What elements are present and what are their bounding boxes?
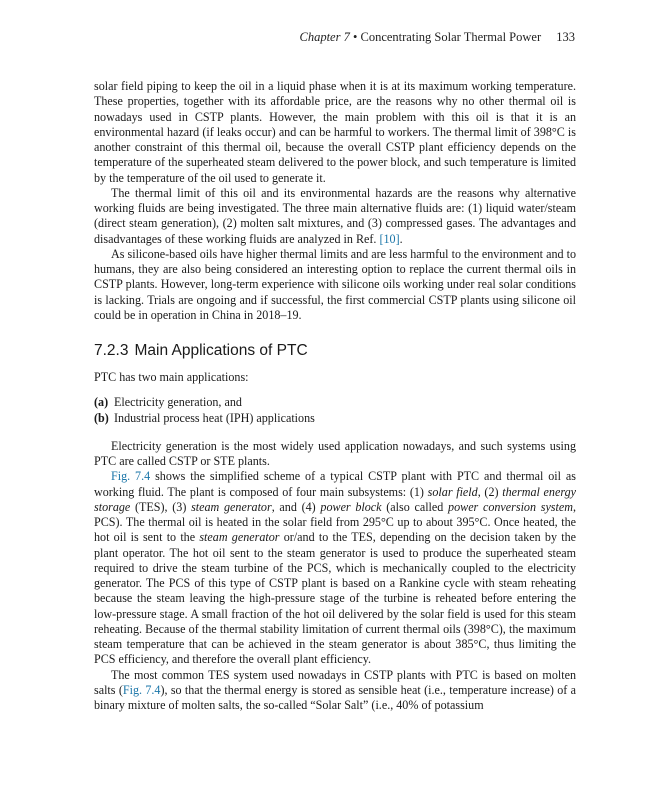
- emphasis: power block: [320, 499, 382, 514]
- text-run: (also called: [381, 499, 449, 514]
- section-title: Main Applications of PTC: [134, 342, 308, 359]
- text-run: The most common TES system used nowadays in CSTP plants with PTC is based on molten salts (: [94, 667, 576, 697]
- emphasis: steam generator: [191, 499, 272, 514]
- paragraph-text: The thermal limit of this oil and its environmental hazards are the reasons why alternative working fluids are being investigated. The three main alternative fluids are: (1) liquid water/steam (direct steam generation), (2) molten salt mixtures, and (3) compressed gases. The advantages and disadvantages of these working fluids are analyzed in Ref.: [94, 185, 576, 246]
- chapter-label: Chapter 7: [299, 30, 350, 44]
- list-text: Electricity generation, and: [114, 395, 242, 410]
- paragraph-tes: [94, 668, 576, 714]
- paragraph-end: .: [399, 231, 403, 246]
- text-run: , and (4): [271, 499, 321, 514]
- list-marker: (a): [94, 395, 109, 410]
- list-item: [94, 395, 576, 410]
- page-body: [94, 79, 576, 713]
- emphasis: solar field: [427, 484, 478, 499]
- emphasis: power conversion system: [448, 499, 573, 514]
- list-item: [94, 411, 576, 426]
- chapter-title: Concentrating Solar Thermal Power: [360, 30, 542, 44]
- page-number: 133: [556, 30, 575, 44]
- paragraph-continued: solar field piping to keep the oil in a liquid phase when it is at its maximum working temperature. These properties, together with its affordable price, are the reasons why no other thermal oil is nowadays used in CSTP plants. However, the main problem with this oil is that it is an environmental hazard (if leaks occur) and can be harmful to workers. The thermal limit of 398°C is another constraint of this thermal oil, because the overall CSTP plant efficiency depends on the temperature of the superheated steam delivered to the power block, and such temperature is limited by the temperature of the oil used to generate it.: [94, 79, 576, 185]
- paragraph-alternative-fluids: [94, 186, 576, 247]
- text-run: , (2): [477, 484, 503, 499]
- figure-link[interactable]: Fig. 7.4: [111, 469, 151, 484]
- figure-link[interactable]: Fig. 7.4: [122, 682, 161, 697]
- applications-list: [94, 395, 576, 426]
- reference-link[interactable]: [10]: [379, 231, 400, 246]
- text-run: or/and to the TES, depending on the decision taken by the plant operator. The hot oil sent to the steam generator is used to produce the superheated steam required to drive the steam turbine of the PCS, which is mechanically coupled to the electricity generator. The PCS of this type of CSTP plant is based on a Rankine cycle with steam reheating because the steam leaving the high-pressure stage of the turbine is reheated before entering the low-pressure stage. A small fraction of the hot oil delivered by the solar field is used for this steam reheating. Because of the thermal stability limitation of current thermal oils (398°C), the maximum steam temperature that can be achieved in the steam generator is about 385°C, thus limiting the PCS efficiency, and therefore the overall plant efficiency.: [94, 530, 577, 667]
- section-intro: PTC has two main applications:: [94, 370, 249, 384]
- list-text: Industrial process heat (IPH) applications: [114, 410, 315, 425]
- paragraph-silicone-oils: As silicone-based oils have higher thermal limits and are less harmful to the environment and to humans, they are also being considered an interesting option to replace the current thermal oils in CSTP plants. However, long-term experience with silicone oils working under real solar conditions is lacking. Trials are ongoing and if successful, the first commercial CSTP plants using silicone oil could be in operation in China in 2018–19.: [94, 246, 576, 322]
- text-run: (TES), (3): [130, 499, 192, 514]
- running-header: [299, 30, 575, 45]
- section-heading: [94, 342, 576, 360]
- text-run: ), so that the thermal energy is stored as sensible heat (i.e., temperature increase) of a binary mixture of molten salts, the so-called “Solar Salt” (i.e., 40% of potassium: [94, 682, 576, 712]
- header-bullet: •: [352, 30, 358, 44]
- section-number: 7.2.3: [94, 342, 129, 359]
- paragraph-electricity: Electricity generation is the most widely used application nowadays, and such systems using PTC are called CSTP or STE plants.: [94, 438, 576, 468]
- paragraph-plant-scheme: [94, 469, 576, 667]
- list-marker: (b): [94, 410, 109, 425]
- emphasis: thermal energy storage: [94, 484, 577, 514]
- text-run: , PCS). The thermal oil is heated in the solar field from 295°C up to about 395°C. Once heated, the hot oil is sent to the: [94, 499, 577, 545]
- text-run: shows the simplified scheme of a typical CSTP plant with PTC and thermal oil as working fluid. The plant is composed of four main subsystems: (1): [94, 469, 576, 499]
- emphasis: steam generator: [199, 530, 280, 545]
